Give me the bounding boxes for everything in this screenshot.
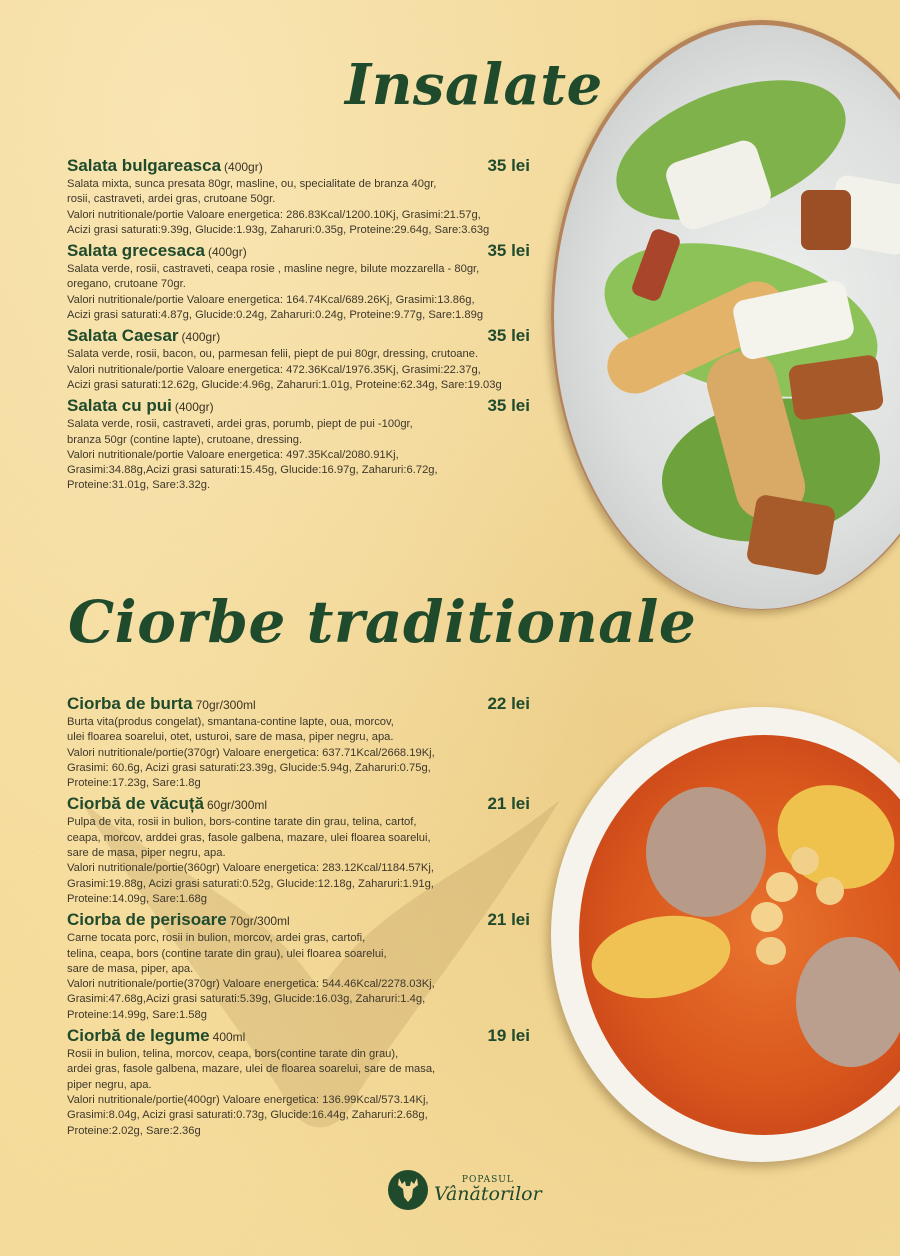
- menu-item: [67, 794, 542, 907]
- item-name: Ciorbă de legume: [67, 1026, 210, 1046]
- item-name: Salata cu pui: [67, 396, 172, 416]
- soups-menu-list: [67, 694, 542, 1142]
- soup-bowl-image: [551, 707, 900, 1162]
- item-description: Salata verde, rosii, castraveti, ardei gras, porumb, piept de pui -100gr, branza 50gr (contine lapte), crutoane, dressing. Valori nutritionale/portie Valoare energetica: 497.35Kcal/2080.91Kj, Grasimi:34.88g,Acizi grasi saturati:15.45g, Glucide:16.97g, Zaharuri:6.72g, Proteine:31.01g, Sare:3.32g.: [67, 418, 438, 492]
- item-name: Salata Caesar: [67, 326, 179, 346]
- item-name: Ciorbă de văcuță: [67, 794, 204, 814]
- menu-item: [67, 241, 542, 323]
- item-size: 60gr/300ml: [207, 798, 268, 813]
- caesar-salad-image: [551, 20, 900, 610]
- item-description: Rosii in bulion, telina, morcov, ceapa, bors(contine tarate din grau), ardei gras, fasole galbena, mazare, ulei de floarea soarelui, sare de masa, piper negru, apa. Valori nutritionale/portie(400gr) Valoare energetica: 136.99Kcal/573.14Kj, Grasimi:8.04g, Acizi grasi saturati:0.73g, Glucide:16.44g, Zaharuri:2.68g, Proteine:2.02g, Sare:2.36g: [67, 1048, 436, 1137]
- item-size: (400gr): [208, 245, 247, 260]
- item-name: Salata bulgareasca: [67, 156, 222, 175]
- deer-head-icon: [388, 1170, 428, 1210]
- menu-item: [67, 326, 542, 393]
- menu-item: [67, 694, 542, 791]
- item-size: (400gr): [181, 330, 221, 345]
- soups-section-title: Ciorbe traditionale: [68, 588, 697, 656]
- menu-item: [67, 910, 542, 1023]
- salads-section-title: Insalate: [345, 52, 603, 118]
- item-name: Salata grecesaca: [67, 241, 205, 261]
- restaurant-logo: [388, 1170, 542, 1210]
- item-description: Burta vita(produs congelat), smantana-contine lapte, oua, morcov, ulei floarea soarelui, otet, usturoi, sare de masa, piper negru, apa. Valori nutritionale/portie(370gr) Valoare energetica: 637.71Kcal/2668.19Kj, Grasimi: 60.6g, Acizi grasi saturati:23.39g, Glucide:5.94g, Zaharuri:0.75g, Proteine:17.23g, Sare:1.8g: [67, 716, 435, 790]
- menu-item: [67, 396, 542, 493]
- item-size: 400ml: [212, 1030, 246, 1045]
- item-price: 21 lei: [487, 794, 530, 814]
- item-price: 35 lei: [487, 326, 530, 346]
- salads-menu-list: [67, 156, 542, 497]
- item-size: (400gr): [174, 400, 214, 415]
- item-price: 35 lei: [487, 396, 530, 416]
- menu-item: [67, 1026, 542, 1139]
- item-price: 22 lei: [487, 694, 530, 713]
- item-description: Carne tocata porc, rosii in bulion, morcov, ardei gras, cartofi, telina, ceapa, bors (contine tarate din grau), ulei floarea soarelui, sare de masa, piper, apa. Valori nutritionale/portie(370gr) Valoare energetica: 544.46Kcal/2278.03Kj, Grasimi:47.68g,Acizi grasi saturati:5.39g, Glucide:16.03g, Zaharuri:1.4g, Proteine:14.99g, Sare:1.58g: [67, 932, 435, 1021]
- item-description: Pulpa de vita, rosii in bulion, bors-contine tarate din grau, telina, cartof, ceapa, morcov, arddei gras, fasole galbena, mazare, ulei floarea soarelui, sare de masa, piper negru, apa. Valori nutritionale/portie(360gr) Valoare energetica: 283.12Kcal/1184.57Kj, Grasimi:19.88g, Acizi grasi saturati:0.52g, Glucide:12.18g, Zaharuri:1.91g, Proteine:14.09g, Sare:1.68g: [67, 816, 434, 905]
- item-description: Salata verde, rosii, castraveti, ceapa rosie , masline negre, bilute mozzarella - 80gr, oregano, crutoane 70gr. Valori nutritionale/portie Valoare energetica: 164.74Kcal/689.26Kj, Grasimi:13.86g, Acizi grasi saturati:4.87g, Glucide:0.24g, Zaharuri:0.24g, Proteine:9.77g, Sare:1.89g: [67, 263, 484, 322]
- logo-big-text: Vânătorilor: [434, 1183, 542, 1205]
- logo-small-text: POPASUL: [461, 1175, 514, 1185]
- item-description: Salata verde, rosii, bacon, ou, parmesan felii, piept de pui 80gr, dressing, crutoane. Valori nutritionale/portie Valoare energetica: 472.36Kcal/1976.35Kj, Grasimi:22.37g, Acizi grasi saturati:12.62g, Glucide:4.96g, Zaharuri:1.01g, Proteine:62.34g, Sare:19.03g: [67, 348, 502, 391]
- item-price: 21 lei: [487, 910, 530, 930]
- item-price: 19 lei: [487, 1026, 530, 1046]
- item-description: Salata mixta, sunca presata 80gr, masline, ou, specialitate de branza 40gr, rosii, castraveti, ardei gras, crutoane 50gr. Valori nutritionale/portie Valoare energetica: 286.83Kcal/1200.10Kj, Grasimi:21.57g, Acizi grasi saturati:9.39g, Glucide:1.93g, Zaharuri:0.35g, Proteine:29.64g, Sare:3.63g: [67, 178, 490, 236]
- menu-item: [67, 156, 542, 238]
- item-name: Ciorba de perisoare: [67, 910, 227, 930]
- item-size: 70gr/300ml: [195, 698, 256, 712]
- item-price: 35 lei: [487, 156, 530, 175]
- item-size: (400gr): [224, 160, 263, 174]
- item-price: 35 lei: [487, 241, 530, 261]
- item-name: Ciorba de burta: [67, 694, 193, 713]
- item-size: 70gr/300ml: [229, 914, 290, 929]
